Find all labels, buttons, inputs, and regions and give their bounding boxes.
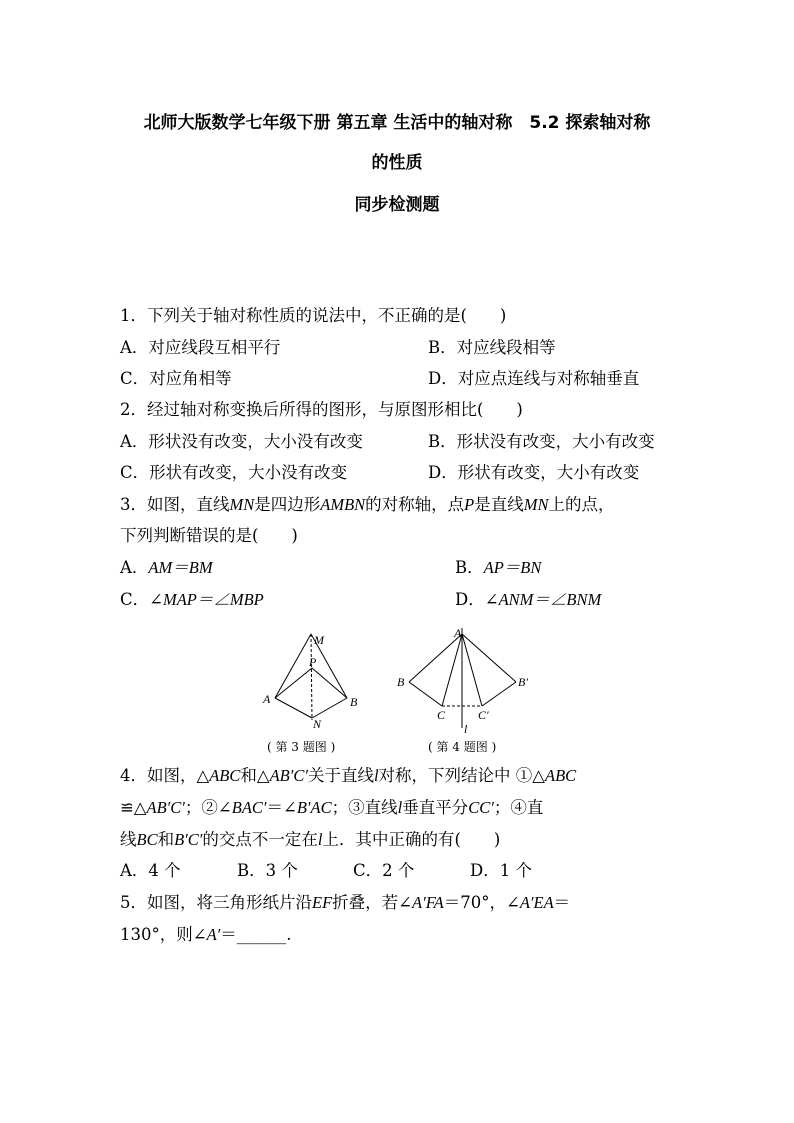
q4-stem-line-3: 线BC和B′C′的交点不一定在l上．其中正确的有( ) — [120, 830, 501, 849]
fig4-label-c-prime: C′ — [478, 708, 489, 722]
fig4-label-b: B — [397, 675, 405, 689]
fig3-label-a: A — [263, 692, 271, 706]
q1-option-d: D．对应点连线与对称轴垂直 — [428, 369, 640, 388]
q4-option-a: A．4 个 — [120, 861, 181, 880]
title-line-2: 的性质 — [371, 153, 423, 173]
q3-option-d: D．∠ANM＝∠BNM — [455, 590, 602, 609]
q1-stem: 1．下列关于轴对称性质的说法中，不正确的是( ) — [120, 306, 507, 325]
q3-option-a: A．AM＝BM — [120, 558, 213, 577]
q4-stem-line-2: ≌△AB′C′；②∠BAC′＝∠B′AC；③直线l垂直平分CC′；④直 — [120, 798, 544, 817]
answer-blank[interactable]: ______ — [236, 925, 287, 944]
fig4-label-c: C — [437, 708, 446, 722]
q2-option-a: A．形状没有改变，大小没有改变 — [120, 432, 363, 451]
q2-option-d: D．形状有改变，大小有改变 — [428, 463, 640, 482]
q5-stem-line-2: 130°，则∠A′＝______. — [120, 925, 292, 944]
q4-stem-line-1: 4．如图，△ABC和△AB′C′关于直线l对称，下列结论中 ①△ABC — [120, 766, 577, 785]
figure-3-diagram — [255, 630, 365, 735]
fig4-label-l: l — [464, 722, 468, 736]
q3-stem-line-1: 3．如图，直线MN是四边形AMBN的对称轴，点P是直线MN上的点， — [120, 495, 615, 514]
q3-option-b: B．AP＝BN — [455, 558, 542, 577]
q4-option-d: D．1 个 — [470, 861, 532, 880]
q2-option-c: C．形状有改变，大小没有改变 — [120, 463, 348, 482]
q1-option-b: B．对应线段相等 — [428, 338, 556, 357]
q2-stem: 2．经过轴对称变换后所得的图形，与原图形相比( ) — [120, 400, 523, 419]
q5-stem-line-1: 5．如图，将三角形纸片沿EF折叠，若∠A′FA＝70°，∠A′EA＝ — [120, 893, 571, 912]
fig3-label-b: B — [350, 695, 358, 709]
figure-4-diagram — [392, 624, 542, 736]
fig3-label-m: M — [314, 633, 324, 647]
fig4-label-a: A — [454, 626, 462, 640]
fig3-label-n: N — [313, 717, 322, 731]
title-line-1: 北师大版数学七年级下册 第五章 生活中的轴对称 5.2 探索轴对称 — [143, 113, 651, 133]
figure-3-caption: ( 第 3 题图 ) — [267, 740, 336, 754]
q1-option-c: C．对应角相等 — [120, 369, 232, 388]
q4-option-b: B．3 个 — [237, 861, 298, 880]
q2-option-b: B．形状没有改变，大小有改变 — [428, 432, 655, 451]
subtitle: 同步检测题 — [354, 195, 440, 215]
q3-stem-line-2: 下列判断错误的是( ) — [120, 526, 298, 545]
q4-option-c: C．2 个 — [353, 861, 415, 880]
q1-option-a: A．对应线段互相平行 — [120, 338, 281, 357]
q3-option-c: C．∠MAP＝∠MBP — [120, 590, 264, 609]
fig4-label-b-prime: B′ — [518, 675, 528, 689]
figure-4-caption: ( 第 4 题图 ) — [428, 740, 497, 754]
fig3-label-p: P — [309, 655, 317, 669]
